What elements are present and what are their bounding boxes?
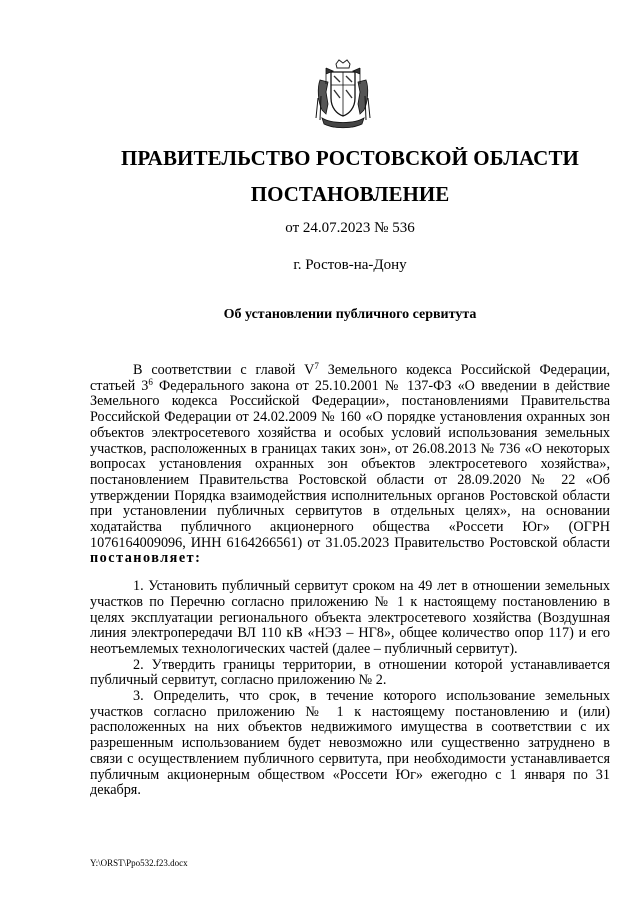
item-paragraph-3: 3. Определить, что срок, в течение которого использование земельных участков согласно приложению № 1 к настоящему постановлению и (или) расположенных на них объектов недвижимого имущества в соответствии с их разрешенным использованием будет невозможно или существенно затруднено в связи с осуществлением публичного сервитута, при необходимости устанавливается публичным акционерным обществом «Россети Юг» ежегодно с 1 января по 31 декабря.: [90, 688, 610, 799]
document-body: [90, 363, 610, 799]
preamble-paragraph: В соответствии с главой $V^7$ Земельного кодекса Российской Федерации, статьей $3^6$ Федерального закона от 25.10.2001 № 137-ФЗ «О введении в действие Земельного кодекса Российской Федерации», постановлениями Правительства Российской Федерации от 24.02.2009 № 160 «О порядке установления охранных зон объектов электросетевого хозяйства и особых условий использования земельных участков, расположенных в границах таких зон», от 26.08.2013 № 736 «О некоторых вопросах установления охранных зон объектов электросетевого хозяйства», постановлением Правительства Ростовской области от 28.09.2020 № 22 «Об утверждении Порядка взаимодействия исполнительных органов Ростовской области при установлении публичных сервитутов в отдельных целях», на основании ходатайства публичного акционерного общества «Россети Юг» (ОГРН 1076164009096, ИНН 6164266561) от 31.05.2023 Правительство Ростовской области постановляет:: [90, 361, 610, 567]
document-date-number: от 24.07.2023 № 536: [285, 220, 415, 236]
decree-word: постановляет:: [90, 550, 202, 567]
footer-file-path: Y:\ORST\Ppo532.f23.docx: [90, 858, 188, 868]
organization-title: ПРАВИТЕЛЬСТВО РОСТОВСКОЙ ОБЛАСТИ: [121, 146, 579, 170]
document-city: г. Ростов-на-Дону: [293, 257, 407, 273]
document-subject: Об установлении публичного сервитута: [223, 307, 477, 322]
document-type: ПОСТАНОВЛЕНИЕ: [250, 182, 450, 206]
item-paragraph-1: 1. Установить публичный сервитут сроком на 49 лет в отношении земельных участков по Перечню согласно приложению № 1 к настоящему постановлению в целях эксплуатации регионального объекта электросетевого хозяйства (Воздушная линия электропередачи ВЛ 110 кВ «НЭЗ – НГ8», общее количество опор 117) и его неотъемлемых технологических частей (далее – публичный сервитут).: [90, 578, 610, 657]
item-paragraph-2: 2. Утвердить границы территории, в отношении которой устанавливается публичный сервитут, согласно приложению № 2.: [90, 656, 610, 689]
coat-of-arms-icon: [314, 58, 372, 130]
